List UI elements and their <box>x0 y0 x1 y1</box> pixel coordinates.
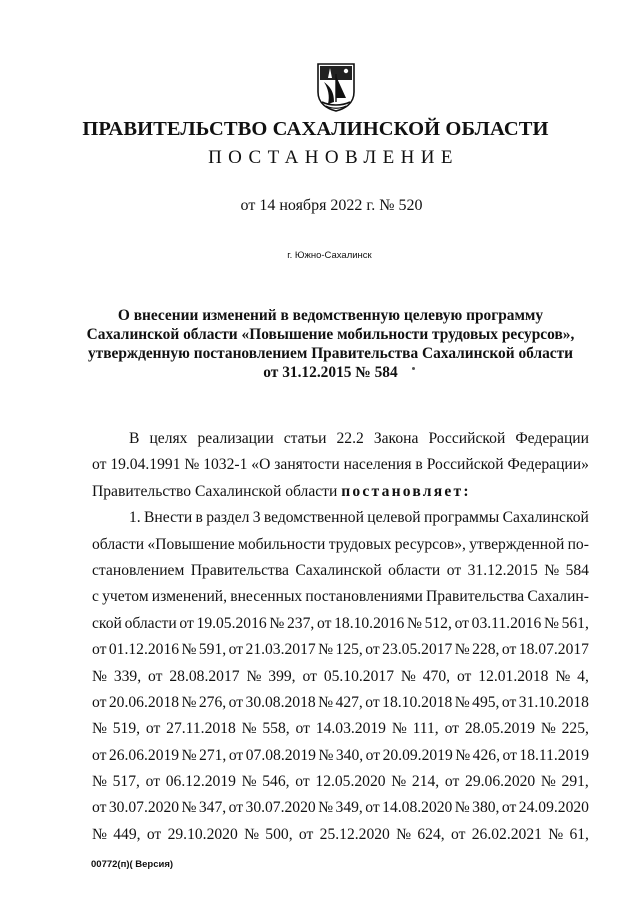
word: от <box>501 799 517 817</box>
word: 449, <box>113 825 141 843</box>
word: № <box>544 561 560 579</box>
word: 3 <box>252 509 261 527</box>
word: «О <box>251 456 271 474</box>
paragraph-line <box>92 664 589 690</box>
word: 1032-1 <box>203 456 248 474</box>
word: области <box>124 614 177 632</box>
word: от <box>501 693 517 711</box>
word: 01.12.2016 <box>108 641 180 659</box>
date-and-number: от 14 ноября 2022 г. № 520 <box>240 197 423 214</box>
paragraph-line <box>92 795 589 821</box>
word: 558, <box>262 720 290 738</box>
word: 561, <box>561 614 589 632</box>
word: 19.05.2016 <box>196 614 267 632</box>
word: утвержденной <box>469 535 565 553</box>
preamble-text: Правительство Сахалинской области <box>92 482 342 500</box>
word: Закона <box>373 430 419 447</box>
title-line: О внесении изменений в ведомственную целевую программу <box>117 307 544 324</box>
document-code: 00772(п)( Версия) <box>91 859 174 870</box>
paragraph-line <box>92 584 589 610</box>
word: № <box>540 773 556 791</box>
word: 500, <box>265 825 293 843</box>
word: В <box>129 430 140 447</box>
paragraph-line <box>92 558 589 584</box>
paragraph-line <box>92 769 589 795</box>
word: 470, <box>422 667 451 685</box>
word: № <box>246 667 262 685</box>
word: № <box>543 614 559 632</box>
word: от <box>444 720 459 738</box>
word: 18.10.2016 <box>334 614 405 632</box>
word: от <box>502 746 517 764</box>
word: 339, <box>113 667 142 685</box>
word: Сахалин- <box>527 588 589 606</box>
word: № <box>244 825 259 843</box>
word: 28.08.2017 <box>169 667 240 685</box>
word: № <box>318 641 334 659</box>
preamble-line <box>92 426 589 452</box>
document-body <box>92 426 589 848</box>
word: постановлениями <box>305 588 423 606</box>
word: 61, <box>569 825 589 843</box>
word: Федерации <box>515 430 589 447</box>
word: 18.10.2018 <box>382 693 453 711</box>
word: изменений, <box>151 588 228 606</box>
paragraph-line <box>92 611 589 637</box>
word: 31.12.2015 <box>467 561 538 579</box>
word: № <box>455 746 471 764</box>
word: ресурсов», <box>394 535 466 553</box>
word: 512, <box>424 614 452 632</box>
word: населения <box>343 456 412 474</box>
word: 271, <box>199 746 227 764</box>
paragraph-line <box>92 716 589 742</box>
word: № <box>548 825 564 843</box>
sakhalin-coat-of-arms-icon <box>316 62 356 112</box>
word: № <box>400 667 416 685</box>
word: № <box>555 667 571 685</box>
word: 228, <box>472 641 500 659</box>
word: от <box>316 614 332 632</box>
word: 14.08.2020 <box>382 799 453 817</box>
word: раздел <box>206 509 250 527</box>
word: от <box>501 641 517 659</box>
document-title <box>0 306 631 382</box>
word: 519, <box>112 720 141 738</box>
title-line: Сахалинской области «Повышение мобильности трудовых ресурсов», <box>86 326 575 343</box>
title-line: утвержденную постановлением Правительства Сахалинской области <box>87 345 574 362</box>
word: 14.03.2019 <box>315 720 386 738</box>
word: 28.05.2019 <box>464 720 536 738</box>
word: 624, <box>417 825 445 843</box>
word: от <box>365 693 380 711</box>
word: ведомственной <box>263 509 364 527</box>
word: 30.07.2020 <box>108 799 180 817</box>
word: Российской <box>428 430 506 447</box>
word: Российской <box>426 456 504 474</box>
word: от <box>456 667 472 685</box>
paragraph-line <box>92 743 589 769</box>
word: 29.06.2020 <box>465 773 536 791</box>
word: от <box>298 825 314 843</box>
word: статьи <box>283 430 327 447</box>
word: 426, <box>472 746 500 764</box>
paragraph-1 <box>92 505 589 848</box>
word: от <box>365 799 380 817</box>
word: 111, <box>412 720 439 738</box>
word: № <box>318 799 334 817</box>
word: от <box>295 720 310 738</box>
word: 125, <box>335 641 363 659</box>
word: от <box>148 667 163 685</box>
word: № <box>92 667 107 685</box>
word: № <box>181 799 197 817</box>
word: № <box>318 693 334 711</box>
word: реализации <box>197 430 274 447</box>
word: становлением <box>92 561 185 579</box>
word: 427, <box>335 693 363 711</box>
word: 237, <box>286 614 315 632</box>
word: 19.04.1991 <box>110 456 181 474</box>
word: по- <box>567 535 589 553</box>
word: 214, <box>411 773 440 791</box>
word: области <box>388 561 441 579</box>
word: учетом <box>102 588 149 606</box>
word: 18.11.2019 <box>519 746 589 764</box>
word: 30.07.2020 <box>245 799 316 817</box>
word: 23.05.2017 <box>382 641 453 659</box>
word: Правительства <box>426 588 525 606</box>
word: № <box>406 614 422 632</box>
word: 380, <box>472 799 500 817</box>
word: от <box>92 641 107 659</box>
word: 31.10.2018 <box>518 693 589 711</box>
word: 347, <box>198 799 227 817</box>
word: области <box>92 535 145 553</box>
word: № <box>318 746 334 764</box>
word: от <box>446 561 462 579</box>
word: целях <box>149 430 188 447</box>
preamble-line <box>92 452 589 478</box>
word: 12.01.2018 <box>478 667 549 685</box>
word: № <box>241 773 257 791</box>
word: от <box>451 825 466 843</box>
word: от <box>92 746 107 764</box>
word: 24.09.2020 <box>518 799 589 817</box>
word: № <box>181 746 197 764</box>
word: ской <box>92 614 122 632</box>
scan-speck <box>412 367 415 370</box>
word: от <box>228 641 244 659</box>
word: 25.12.2020 <box>319 825 390 843</box>
government-name: ПРАВИТЕЛЬСТВО САХАЛИНСКОЙ ОБЛАСТИ <box>82 118 549 140</box>
word: целевой <box>367 509 421 527</box>
paragraph-line <box>92 532 589 558</box>
word: 291, <box>561 773 589 791</box>
word: занятости <box>274 456 340 474</box>
paragraph-line <box>92 637 589 663</box>
document-type: ПОСТАНОВЛЕНИЕ <box>208 147 459 168</box>
word: 27.11.2018 <box>166 720 236 738</box>
word: от <box>365 746 381 764</box>
word: Правительства <box>190 561 289 579</box>
word: 21.03.2017 <box>245 641 316 659</box>
word: 495, <box>472 693 500 711</box>
word: Внести <box>144 509 193 527</box>
word: № <box>92 773 107 791</box>
word: № <box>184 456 200 474</box>
word: от <box>146 825 162 843</box>
word: № <box>540 720 556 738</box>
word: Сахалинской <box>502 509 589 527</box>
word: 20.09.2019 <box>382 746 453 764</box>
word: № <box>391 720 407 738</box>
word: с <box>92 588 99 606</box>
word: «Повышение <box>147 535 235 553</box>
word: 18.07.2017 <box>518 641 589 659</box>
word: 30.08.2018 <box>245 693 316 711</box>
word: № <box>92 720 107 738</box>
word: от <box>92 799 107 817</box>
word: 03.11.2016 <box>471 614 542 632</box>
word: 517, <box>112 773 140 791</box>
word: 06.12.2019 <box>165 773 236 791</box>
word: 1. <box>129 509 141 527</box>
word: 4, <box>577 667 589 685</box>
word: № <box>92 825 107 843</box>
word: 546, <box>262 773 290 791</box>
word: № <box>181 693 197 711</box>
preamble-line <box>92 479 589 505</box>
word: 26.02.2021 <box>471 825 542 843</box>
word: трудовых <box>328 535 392 553</box>
word: 399, <box>268 667 296 685</box>
word: 20.06.2018 <box>108 693 180 711</box>
word: 12.05.2020 <box>315 773 386 791</box>
word: 05.10.2017 <box>323 667 394 685</box>
word: 29.10.2020 <box>167 825 238 843</box>
word: № <box>181 641 197 659</box>
word: от <box>444 773 460 791</box>
word: № <box>391 773 407 791</box>
word: от <box>302 667 317 685</box>
title-line: от 31.12.2015 № 584 <box>263 364 398 381</box>
word: в <box>195 509 203 527</box>
word: № <box>241 720 257 738</box>
word: от <box>228 746 244 764</box>
word: от <box>92 456 107 474</box>
word: № <box>269 614 285 632</box>
word: 26.06.2019 <box>108 746 180 764</box>
word: от <box>295 773 310 791</box>
word: 225, <box>561 720 589 738</box>
city: г. Южно-Сахалинск <box>287 250 372 261</box>
word: 340, <box>335 746 364 764</box>
word: от <box>92 693 107 711</box>
paragraph-line <box>92 822 589 848</box>
paragraph-line <box>92 505 589 531</box>
word: 276, <box>198 693 227 711</box>
word: от <box>454 614 469 632</box>
word: 22.2 <box>336 430 364 447</box>
word: мобильности <box>237 535 326 553</box>
word: от <box>228 693 244 711</box>
word: 584 <box>565 561 589 579</box>
word: в <box>415 456 423 474</box>
paragraph-line <box>92 690 589 716</box>
word: от <box>145 773 161 791</box>
word: № <box>454 641 470 659</box>
word: от <box>145 720 161 738</box>
word: 349, <box>335 799 363 817</box>
word: от <box>179 614 194 632</box>
word: от <box>365 641 380 659</box>
word: Федерации» <box>507 456 589 474</box>
word: № <box>454 799 470 817</box>
word: программы <box>423 509 500 527</box>
word: внесенных <box>230 588 303 606</box>
word: Сахалинской <box>295 561 382 579</box>
word: № <box>454 693 470 711</box>
word: 591, <box>198 641 227 659</box>
word: № <box>396 825 412 843</box>
word: 07.08.2019 <box>245 746 316 764</box>
word: от <box>228 799 244 817</box>
decree-verb: постановляет: <box>341 482 471 500</box>
